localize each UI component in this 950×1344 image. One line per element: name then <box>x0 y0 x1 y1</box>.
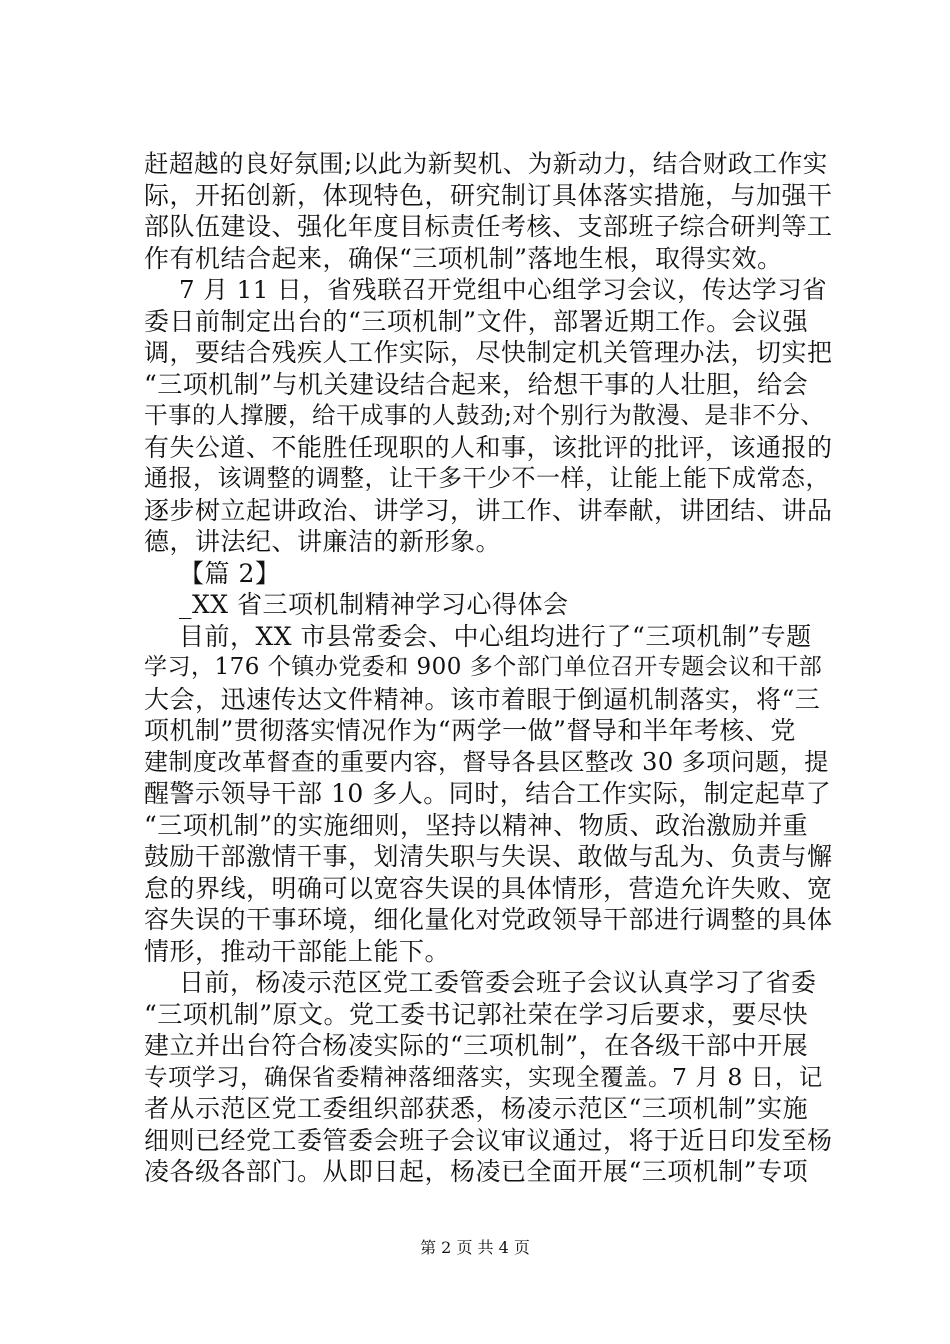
text-line: 委日前制定出台的“三项机制”文件，部署近期工作。会议强 <box>144 306 809 336</box>
text-line: 部队伍建设、强化年度目标责任考核、支部班子综合研判等工 <box>144 212 833 241</box>
text-line: 项机制”贯彻落实情况作为“两学一做”督导和半年考核、党 <box>144 716 796 745</box>
text-line: 情形，推动干部能上能下。 <box>144 936 451 966</box>
text-line: 学习，176 个镇办党委和 900 多个部门单位召开专题会议和干部 <box>144 654 823 680</box>
text-line: 鼓励干部激情干事，划清失职与失误、敢做与乱为、负责与懈 <box>144 842 833 871</box>
text-line: “三项机制”的实施细则，坚持以精神、物质、政治激励并重 <box>144 810 809 840</box>
text-line: 干事的人撑腰，给干成事的人鼓劲;对个别行为散漫、是非不分、 <box>144 401 825 429</box>
text-line: 有失公道、不能胜任现职的人和事，该批评的批评，该通报的 <box>144 432 833 462</box>
text-line: 调，要结合残疾人工作实际，尽快制定机关管理办法，切实把 <box>144 338 833 367</box>
text-line: 7 月 11 日，省残联召开党组中心组学习会议，传达学习省 <box>179 275 828 304</box>
text-line: “三项机制”原文。党工委书记郭社荣在学习后要求，要尽快 <box>144 999 809 1029</box>
text-line: 容失误的干事环境，细化量化对党政领导干部进行调整的具体 <box>144 905 833 934</box>
text-line: 通报，该调整的调整，让干多干少不一样，让能上能下成常态， <box>144 464 830 492</box>
text-line: 怠的界线，明确可以宽容失误的具体情形，营造允许失败、宽 <box>144 873 833 903</box>
text-line: 赶超越的良好氛围;以此为新契机、为新动力，结合财政工作实 <box>144 149 828 178</box>
text-line: 建立并出台符合杨凌实际的“三项机制”，在各级干部中开展 <box>144 1031 809 1060</box>
text-line: 建制度改革督查的重要内容，督导各县区整改 30 多项问题，提 <box>144 747 829 776</box>
text-line: 醒警示领导干部 10 多人。同时，结合工作实际，制定起草了 <box>144 779 832 808</box>
page-number-footer: 第 2 页 共 4 页 <box>420 1238 530 1257</box>
text-line: 目前，XX 市县常委会、中心组均进行了“三项机制”专题 <box>179 621 812 651</box>
text-line: 逐步树立起讲政治、讲学习，讲工作、讲奉献，讲团结、讲品 <box>144 495 833 525</box>
text-line: 德，讲法纪、讲廉洁的新形象。 <box>144 527 502 556</box>
section-heading: 【篇 2】 <box>179 558 281 588</box>
text-line: 大会，迅速传达文件精神。该市着眼于倒逼机制落实，将“三 <box>144 684 821 714</box>
text-line: 细则已经党工委管委会班子会议审议通过，将于近日印发至杨 <box>144 1125 833 1155</box>
text-line: 凌各级各部门。从即日起，杨凌已全面开展“三项机制”专项 <box>144 1157 809 1186</box>
text-line: 者从示范区党工委组织部获悉，杨凌示范区“三项机制”实施 <box>144 1094 809 1123</box>
text-line: 专项学习，确保省委精神落细落实，实现全覆盖。7 月 8 日，记 <box>144 1062 823 1091</box>
text-line: “三项机制”与机关建设结合起来，给想干事的人壮胆，给会 <box>144 369 809 399</box>
document-body <box>144 148 834 1188</box>
text-line: 日前，杨凌示范区党工委管委会班子会议认真学习了省委 <box>179 968 817 997</box>
text-line: 作有机结合起来，确保“三项机制”落地生根，取得实效。 <box>144 243 783 273</box>
article-title: _XX 省三项机制精神学习心得体会 <box>179 590 569 619</box>
text-line: 际，开拓创新，体现特色，研究制订具体落实措施，与加强干 <box>144 180 833 210</box>
